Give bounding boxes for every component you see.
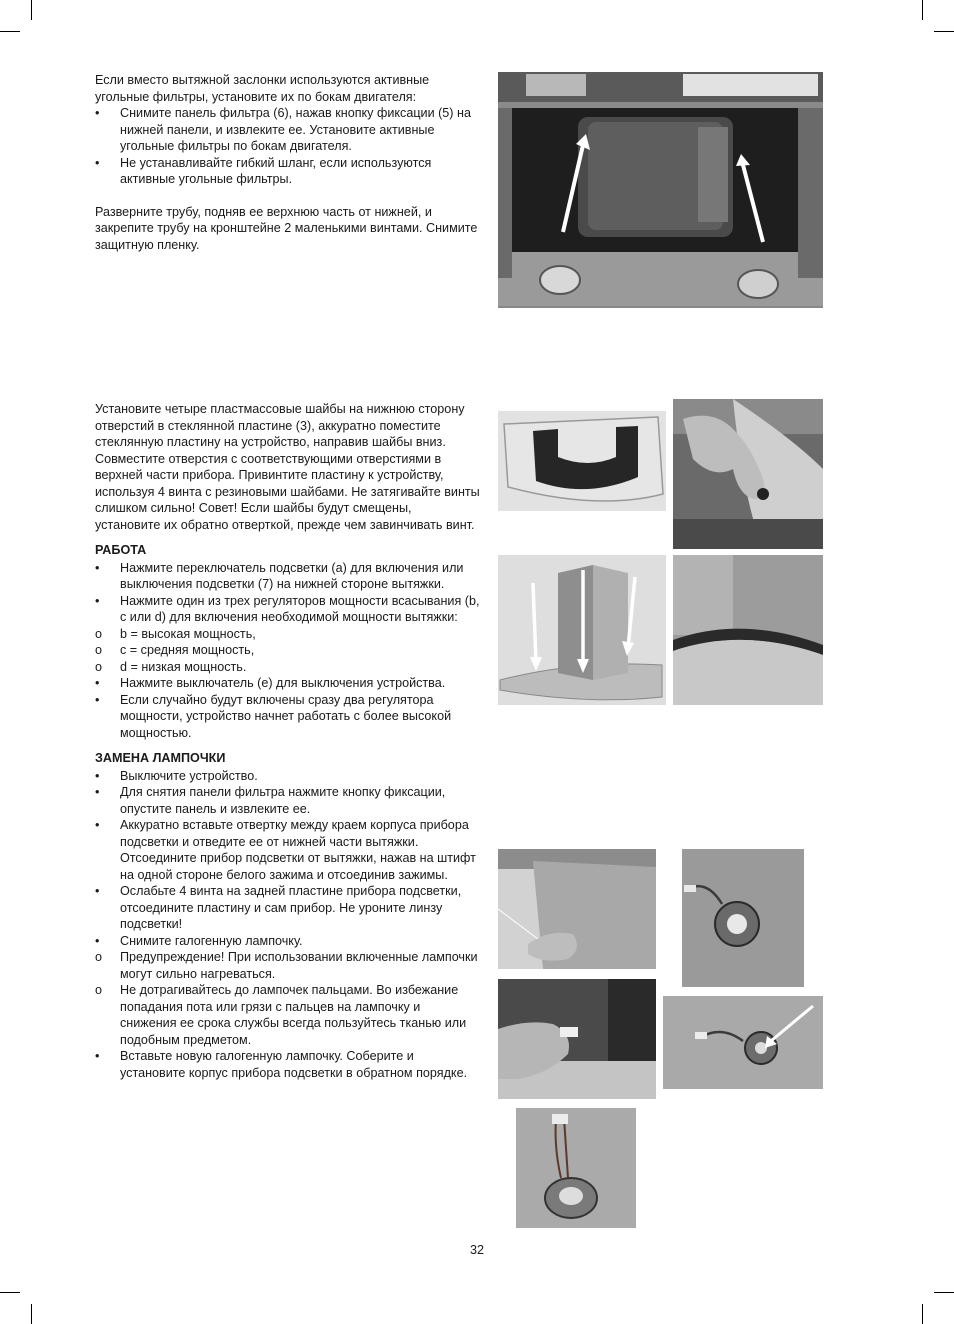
crop-mark [31,1304,32,1324]
section-glass-plate [95,401,480,1081]
glass-plate-instruction: Установите четыре пластмассовые шайбы на нижнюю сторону отверстий в стеклянной пластине (3), аккуратно поместите стеклянную пластину на устройство, направив шайбы вниз. Совместите отверстия с соответствующими отверстиями в верхней части прибора. Привинтите пластину к устройству, используя 4 винта с резиновыми шайбами. Не затягивайте винты слишком сильно! Совет! Если шайбы будут смещены, установите их обратно отверткой, прежде чем завинчивать винт. [95,402,480,532]
list-item: • Аккуратно вставьте отвертку между краем корпуса прибора подсветки и отведите ее от нижней части вытяжки. Отсоедините прибор подсветки от вытяжки, нажав на штифт на одной стороне белого зажима и отсоединив зажимы. [95,818,476,882]
photo-hand-washer [673,399,823,549]
operation-heading: РАБОТА [95,543,147,557]
operation-list [95,560,480,742]
crop-mark [31,0,32,20]
list-item: o Не дотрагивайтесь до лампочек пальцами. Во избежание попадания пота или грязи с пальцев на лампочку и снижения ее срока службы всегда пользуйтесь тканью или подобным предметом. [95,983,467,1047]
carbon-filter-steps [95,105,480,188]
photo-lamp-arrow [663,996,823,1089]
list-item: o d = низкая мощность. [95,659,247,674]
list-item: • Для снятия панели фильтра нажмите кнопку фиксации, опустите панель и извлеките ее. [95,785,446,816]
pipe-instruction: Разверните трубу, подняв ее верхнюю часть от нижней, и закрепите трубу на кронштейне 2 маленькими винтами. Снимите защитную пленку. [95,204,478,252]
photo-filter-panel [498,849,656,969]
section-carbon-filters [95,72,480,253]
list-item: • Снимите панель фильтра (6), нажав кнопку фиксации (5) на нижней панели, и извлеките ее. Установите активные угольные фильтры по бокам двигателя. [95,106,471,153]
list-item: • Ослабьте 4 винта на задней пластине прибора подсветки, отсоедините пластину и сам прибор. Не уроните линзу подсветки! [95,884,462,931]
crop-mark [934,31,954,32]
photo-chimney-arrows [498,555,666,705]
list-item: • Нажмите выключатель (e) для выключения устройства. [95,676,446,690]
crop-mark [0,31,20,32]
lamp-list [95,768,480,1082]
list-item: o Предупреждение! При использовании включенные лампочки могут сильно нагреваться. [95,950,478,981]
photo-connector [498,979,656,1099]
crop-mark [922,0,923,20]
page-number: 32 [469,1243,484,1257]
crop-mark [0,1292,20,1293]
list-item: • Выключите устройство. [95,768,258,783]
photo-glass-edge [673,555,823,705]
photo-glass-plate [498,399,668,549]
photo-bulb-holder [516,1108,636,1228]
list-item: • Нажмите один из трех регуляторов мощности всасывания (b, c или d) для включения необходимой мощности вытяжки: [95,593,480,624]
lamp-heading: ЗАМЕНА ЛАМПОЧКИ [95,751,226,765]
list-item: o b = высокая мощность, [95,626,256,641]
list-item: • Если случайно будут включены сразу два регулятора мощности, устройство начнет работать с более высокой мощностью. [95,692,452,740]
list-item: • Не устанавливайте гибкий шланг, если используются активные угольные фильтры. [95,155,432,186]
list-item: o c = средняя мощность, [95,643,255,657]
photo-motor-interior [498,72,823,308]
photo-lamp-wire [682,849,804,987]
list-item: • Снимите галогенную лампочку. [95,933,303,948]
list-item: • Нажмите переключатель подсветки (a) для включения или выключения подсветки (7) на нижней стороне вытяжки. [95,560,464,591]
carbon-filter-intro: Если вместо вытяжной заслонки используются активные угольные фильтры, установите их по бокам двигателя: [95,73,430,104]
list-item: • Вставьте новую галогенную лампочку. Соберите и установите корпус прибора подсветки в обратном порядке. [95,1049,468,1080]
crop-mark [934,1292,954,1293]
crop-mark [922,1304,923,1324]
